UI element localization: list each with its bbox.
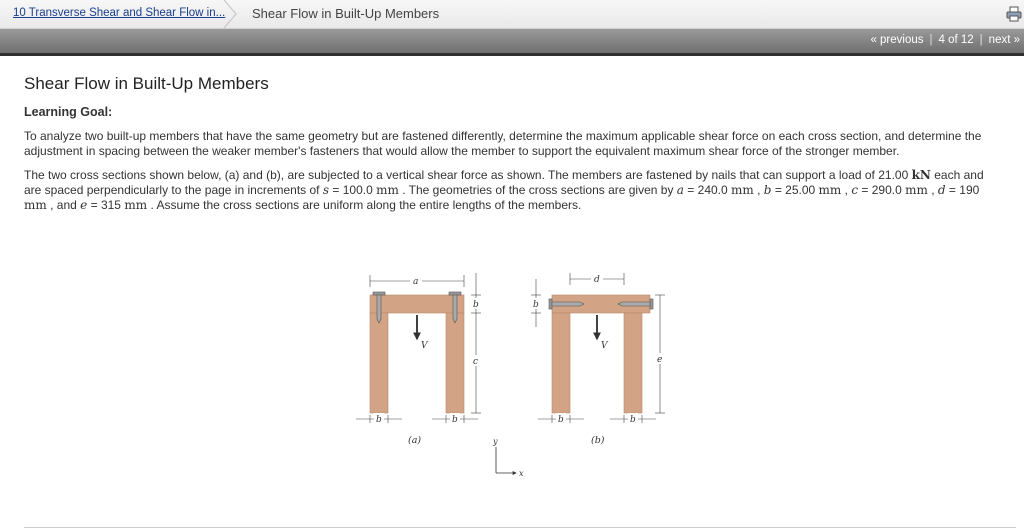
learning-goal-label: Learning Goal:	[24, 105, 113, 119]
breadcrumb-chevron-icon	[222, 0, 238, 28]
dimension-label-b: b	[376, 415, 382, 425]
symbol-b: b	[763, 183, 772, 197]
symbol-d: d	[937, 183, 946, 197]
caption-a: (a)	[408, 435, 422, 446]
content-divider	[24, 527, 1016, 528]
unit-mm: mm	[818, 183, 842, 197]
cross-section-b	[531, 273, 665, 446]
dimension-label-b: b	[630, 415, 636, 425]
statement-end: . Assume the cross sections are uniform along the entire lengths of the members.	[150, 198, 582, 212]
caption-b: (b)	[591, 435, 605, 446]
breadcrumb-parent-link[interactable]: 10 Transverse Shear and Shear Flow in...	[13, 7, 226, 19]
dimension-label-a: a	[413, 277, 419, 287]
nav-bar	[0, 29, 1024, 56]
axis-y-label: y	[493, 437, 498, 446]
unit-mm: mm	[124, 198, 148, 212]
d-value: 190	[959, 183, 980, 197]
nail-load-value: 21.00	[878, 168, 909, 182]
coordinate-axes	[492, 437, 524, 478]
dimension-label-b: b	[452, 415, 458, 425]
unit-mm: mm	[376, 183, 399, 197]
cross-section-a	[356, 273, 481, 446]
unit-kn: kN	[911, 168, 931, 182]
symbol-a: a	[676, 183, 684, 197]
dimension-label-e: e	[657, 355, 663, 365]
symbol-s: s	[322, 183, 330, 197]
dimension-label-b: b	[473, 300, 479, 310]
breadcrumb-parent-item[interactable]	[0, 0, 236, 28]
a-value: 240.0	[697, 183, 728, 197]
statement-and: , and	[50, 198, 77, 212]
b-value: 25.00	[785, 183, 816, 197]
page-position: 4 of 12	[938, 34, 974, 46]
left-web-a	[370, 313, 388, 413]
shear-label: V	[601, 341, 608, 351]
dimension-label-d: d	[594, 275, 600, 285]
statement-geom: . The geometries of the cross sections are given by	[402, 183, 674, 197]
dimension-label-b: b	[533, 300, 539, 310]
statement-intro: The two cross sections shown below, (a) and (b), are subjected to a vertical shear force as shown. The members are fastened by nails that can support a load of	[24, 168, 875, 182]
dimension-label-b: b	[558, 415, 564, 425]
previous-link[interactable]: « previous	[870, 34, 924, 46]
learning-goal-text: To analyze two built-up members that have the same geometry but are fastened differently, determine the maximum applicable shear force on each cross section, and determine the adjustment in spacing between the weaker member's fasteners that would allow the member to support the equivalent maximum shear force of the stronger member.	[24, 129, 982, 158]
unit-mm: mm	[905, 183, 928, 197]
s-value: 100.0	[342, 183, 373, 197]
next-link[interactable]: next »	[988, 34, 1020, 46]
symbol-e: e	[80, 198, 88, 212]
top-flange-a	[370, 295, 464, 313]
statement-each: each and are spaced perpendicularly to the page in increments of	[24, 168, 984, 197]
c-value: 290.0	[871, 183, 902, 197]
symbol-c: c	[851, 183, 859, 197]
breadcrumb-bar	[0, 0, 1024, 29]
unit-mm: mm	[24, 198, 47, 212]
problem-statement: The two cross sections shown below, (a) and (b), are subjected to a vertical shear force as shown. The members are fastened by nails that can support a load of 21.00 kN each and are spaced perpendicularly to the page in increments of s = 100.0 mm . The geometries of the cross sections are given by a = 240.0 mm , b = 25.00 mm , c = 290.0 mm , d = 190 mm , and e = 315 mm . Assume the cross sections are uniform along the entire lengths of the members.	[24, 168, 984, 212]
axis-x-label: x	[519, 469, 524, 478]
dimension-label-c: c	[473, 357, 479, 367]
pager-divider: |	[979, 34, 983, 46]
cross-section-figure	[330, 255, 700, 485]
shear-label: V	[421, 341, 428, 351]
unit-mm: mm	[731, 183, 754, 197]
page-title: Shear Flow in Built-Up Members	[24, 74, 269, 93]
breadcrumb-current: Shear Flow in Built-Up Members	[252, 6, 440, 21]
e-value: 315	[100, 198, 121, 212]
pager-divider: |	[929, 34, 933, 46]
pager	[870, 34, 1020, 46]
print-icon[interactable]	[1006, 6, 1022, 22]
right-web-b	[624, 313, 642, 413]
left-web-b	[552, 313, 570, 413]
right-web-a	[446, 313, 464, 413]
